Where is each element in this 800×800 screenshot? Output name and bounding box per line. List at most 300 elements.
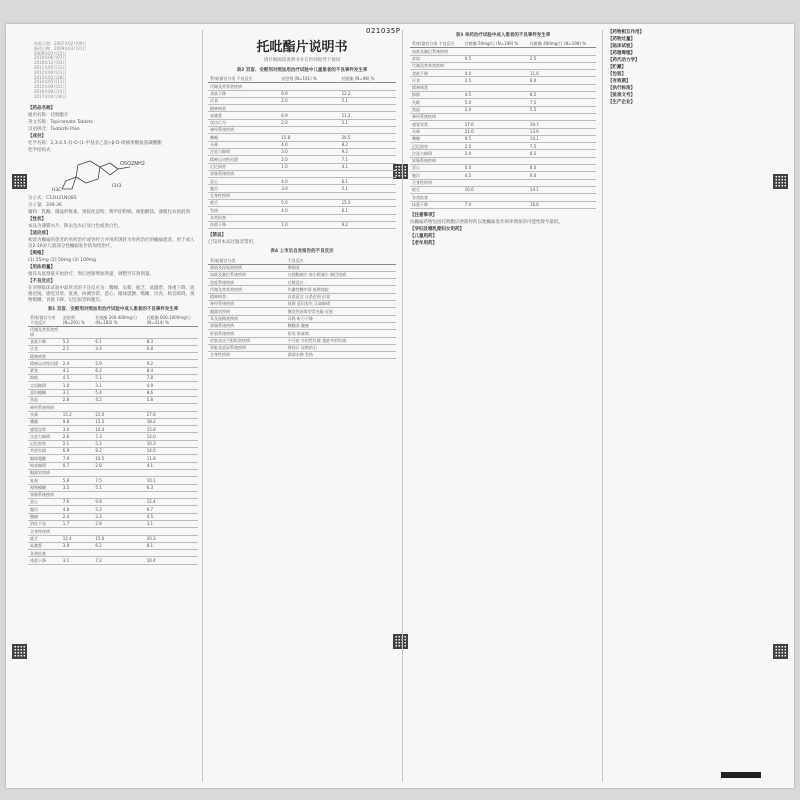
table-cell (528, 157, 596, 164)
table-cell: 7.5 (528, 99, 596, 106)
table-row (410, 106, 596, 113)
column-3 (410, 30, 596, 782)
table-header-cell: 系统/器官分类 不良反应 (410, 41, 463, 48)
section-clinical: 【临床试验】 (608, 44, 635, 49)
table-header-row (28, 315, 198, 327)
table-row (410, 70, 596, 77)
table-row (208, 301, 396, 308)
table-cell: 6.5 (528, 150, 596, 157)
table-cell: 4.9 (145, 382, 198, 389)
table-cell: 皮肤及皮下组织类疾病 (208, 337, 286, 344)
table-cell: 6.1 (340, 207, 396, 214)
revision-dates: 核准日期：2007年02月09日 修改日期：2009年03月21日 2009年07月22日 2010年06月07日 2010年12月03日 2011年05月31日 2012年09月01日 2013年01月28日 2014年05月11日 2015年09月01日 2016年08月15日 2017年04月30日 (34, 41, 87, 99)
table-header-cell: 系统/器官分类 不良反应 (28, 315, 61, 327)
table-cell: 紧张 (28, 367, 61, 374)
table-cell: 易激惹 (28, 542, 61, 549)
table-cell: 2.8 (93, 520, 144, 527)
table-cell: 血液及淋巴系统疾病 (410, 48, 463, 55)
table-cell: 食欲下降 (410, 70, 463, 77)
table-row (208, 322, 396, 329)
molecular-weight: 分子量：339.36 (28, 202, 62, 208)
section-geriatric: 【老年用药】 (410, 240, 437, 246)
table-row (410, 186, 596, 193)
table-cell: 17.6 (463, 121, 528, 128)
table-cell (279, 214, 339, 221)
table-cell: 感觉异常 (28, 426, 61, 433)
svg-text:H3C: H3C (52, 187, 62, 193)
table-cell: 5.2 (93, 506, 144, 513)
table-cell (93, 353, 144, 360)
table-cell (528, 84, 596, 91)
table-row (208, 97, 396, 104)
table-cell: 1.0 (279, 163, 339, 170)
table-row (410, 113, 596, 120)
table-cell (145, 528, 198, 535)
table-row (208, 105, 396, 112)
table-row (208, 163, 396, 170)
table-row (28, 426, 198, 433)
table-cell: 厌食 (28, 345, 61, 352)
table-cell: 8.3 (145, 338, 198, 345)
table-cell: 6.2 (93, 542, 144, 549)
table-cell (61, 326, 94, 338)
section-adverse: 【不良反应】 (28, 278, 55, 284)
table-cell: 4.5 (145, 513, 198, 520)
table-cell: 3.0 (61, 426, 94, 433)
table-cell: 面部水肿 发热 (286, 352, 396, 359)
table-cell (145, 550, 198, 557)
table-cell: 5.2 (93, 440, 144, 447)
table-cell: 6.7 (145, 506, 198, 513)
table-cell: 15.6 (93, 535, 144, 542)
section-pk: 【药代动力学】 (608, 58, 640, 63)
table-cell: 失眠 (410, 99, 463, 106)
qr-code-icon (12, 644, 27, 659)
table-cell: 胃肠系统疾病 (208, 322, 286, 329)
table-row (410, 121, 596, 128)
table-cell: 易激惹 (208, 112, 279, 119)
table-cell: 15.5 (93, 418, 144, 425)
table4-caption: 表4 上市后自发报告的不良反应 (270, 249, 334, 255)
table-row (208, 344, 396, 351)
section-contraindications: 【禁忌】 (208, 233, 226, 239)
table-row (208, 112, 396, 119)
table-cell: 精神运动性迟缓 (28, 360, 61, 367)
table-row (208, 286, 396, 293)
table-cell: 头晕 (410, 128, 463, 135)
table-header-cell: 托吡酯 400mg/日 (N=199) % (528, 41, 596, 48)
table-row (28, 360, 198, 367)
table-cell: 嗜睡 (410, 135, 463, 142)
table-cell: 抑郁 (410, 92, 463, 99)
document-title: 托吡酯片说明书 (256, 40, 348, 55)
table-cell: 14.1 (528, 186, 596, 193)
table-cell: 全身性疾病 (208, 192, 279, 199)
table-row (28, 513, 198, 520)
table2-caption: 表2 双盲、安慰剂对照加用治疗试验中儿童患者的不良事件发生率 (236, 68, 368, 73)
table-cell (528, 62, 596, 69)
table-cell: 过敏反应 (286, 279, 396, 286)
table-cell: 4.5 (463, 172, 528, 179)
table-cell: 10.3 (145, 440, 198, 447)
table-cell: 10.1 (145, 477, 198, 484)
table-cell: 3.5 (61, 484, 94, 491)
table-cell: 精神病类 (208, 293, 286, 300)
table-cell: 15.2 (61, 411, 94, 418)
table-cell: 2.1 (61, 440, 94, 447)
table-header-cell: 托吡酯 200-400mg/日 (N=183) % (93, 315, 144, 327)
table-row (410, 62, 596, 69)
table-cell: 共济失调 (28, 448, 61, 455)
table-cell: 5.1 (340, 97, 396, 104)
table-row (208, 185, 396, 192)
table-cell: 10.4 (93, 426, 144, 433)
table-cell: 5.8 (145, 396, 198, 403)
section-pregnancy: 【孕妇及哺乳期妇女用药】 (410, 226, 464, 232)
table-row (28, 375, 198, 382)
table-cell (93, 326, 144, 338)
table-cell: 眼球震颤 (28, 455, 61, 462)
table-cell: 疲乏 (208, 200, 279, 207)
table-cell: 6.9 (279, 90, 339, 97)
table-cell: 视物模糊 (28, 484, 61, 491)
table-cell: 嗜睡 (28, 418, 61, 425)
table-header-cell: 不良反应 (286, 257, 396, 264)
table-cell: 15.8 (279, 134, 339, 141)
table-cell: 代谢及营养类疾病 (410, 62, 463, 69)
table-cell: 耳及迷路类疾病 (208, 315, 286, 322)
table-row (28, 491, 198, 498)
table-cell: 6.0 (528, 172, 596, 179)
table-cell: 7.9 (61, 455, 94, 462)
table-row (208, 127, 396, 134)
section-drug-name: 【药品名称】 (28, 105, 55, 111)
table-cell: 1.0 (279, 221, 339, 228)
column-4 (608, 30, 768, 782)
table-cell: 注意力障碍 (208, 148, 279, 155)
table-header-row (410, 41, 596, 48)
table-row (410, 194, 596, 201)
table-cell: 厌食 (410, 77, 463, 84)
table-row (28, 345, 198, 352)
table-row (28, 542, 198, 549)
table-cell: 腹泻 (410, 172, 463, 179)
table-row (208, 271, 396, 278)
table-cell: 8.0 (528, 165, 596, 172)
table-row (208, 264, 396, 271)
table-cell: 代谢性酸中毒 低钾血症 (286, 286, 396, 293)
table-row (410, 99, 596, 106)
table-cell: 4.0 (463, 70, 528, 77)
table-cell: 7.6 (61, 499, 94, 506)
pinyin-name: 汉语拼音：Tuobizhi Pian (28, 126, 80, 132)
table-cell: 21.0 (93, 411, 144, 418)
table-row (208, 315, 396, 322)
table-cell: 贫血 (410, 55, 463, 62)
table-cell: 各类检查 (28, 550, 61, 557)
table-cell: 惊厥 意识丧失 认知障碍 (286, 301, 396, 308)
table-cell: 5.8 (61, 477, 94, 484)
table-cell: 12.0 (145, 433, 198, 440)
table-cell (340, 214, 396, 221)
table-cell (463, 84, 528, 91)
table-cell: 7.5 (528, 143, 596, 150)
table-cell: 全身性疾病 (410, 179, 463, 186)
table-cell: 1.7 (61, 520, 94, 527)
table-cell: 腹痛 (28, 513, 61, 520)
table-cell: 7.1 (340, 156, 396, 163)
table-cell: 2.0 (463, 106, 528, 113)
table-cell: 疲乏 (28, 535, 61, 542)
table-cell (61, 404, 94, 411)
table-cell: 疲乏 (410, 186, 463, 193)
table-cell: 少汗症 多形性红斑 重症多形红斑 (286, 337, 396, 344)
table-cell: 2.8 (93, 462, 144, 469)
table-cell: 2.0 (279, 119, 339, 126)
table-row (410, 128, 596, 135)
table-cell: 11.6 (528, 70, 596, 77)
table-cell: 意识模糊 (28, 389, 61, 396)
table-row (208, 330, 396, 337)
section-validity: 【有效期】 (608, 79, 631, 84)
table-row (410, 48, 596, 55)
table-cell: 5.4 (93, 389, 144, 396)
table-cell: 39.7 (528, 121, 596, 128)
table-cell (61, 353, 94, 360)
table-row (410, 92, 596, 99)
table-cell: 4.0 (279, 207, 339, 214)
table-row (410, 55, 596, 62)
table-row (208, 148, 396, 155)
table-cell: 9.2 (340, 221, 396, 228)
table-row (410, 165, 596, 172)
table-cell: 6.0 (528, 77, 596, 84)
table-cell: 10.6 (463, 186, 528, 193)
table-cell: 12.4 (61, 535, 94, 542)
contraindications-text: 已知对本品过敏者禁用。 (208, 240, 258, 246)
table-cell: 体重下降 (410, 201, 463, 208)
table-cell: 7.2 (93, 557, 144, 564)
table-cell: 3.1 (145, 520, 198, 527)
chemical-structure-diagram (48, 157, 145, 193)
table-cell: 10.4 (145, 557, 198, 564)
table-cell: 感染及侵染类疾病 (208, 264, 286, 271)
table-cell: 胃肠系统疾病 (28, 491, 61, 498)
table-row (208, 293, 396, 300)
table-row (28, 469, 198, 476)
table-row (28, 326, 198, 338)
column-2 (208, 30, 396, 782)
table-cell (93, 469, 144, 476)
qr-code-icon (773, 174, 788, 189)
table-cell (61, 491, 94, 498)
dosage-text: 推荐从低剂量开始治疗，然后逐渐增加剂量，调整至有效剂量。 (28, 271, 154, 277)
section-ingredients: 【成份】 (28, 133, 46, 139)
section-package: 【包装】 (608, 72, 626, 77)
table-cell: 2.6 (61, 433, 94, 440)
indications-text: 初诊为癫痫的患者的单药治疗或曾经合并用药现转为单药治疗的癫痫患者。用于成人及2-16岁儿童部分性癫痫发作的加用治疗。 (28, 237, 195, 249)
table-cell: 3.2 (93, 513, 144, 520)
section-pharmacology: 【药理毒理】 (608, 51, 635, 56)
table-cell: 11.8 (145, 455, 198, 462)
table-cell (528, 113, 596, 120)
table-cell: 代谢及营养类疾病 (208, 83, 279, 90)
table-cell: 肾结石 尿路结石 (286, 344, 396, 351)
table-row (28, 462, 198, 469)
table-cell: 5.1 (340, 185, 396, 192)
table-cell: 眼器官疾病 (28, 469, 61, 476)
table-row (28, 389, 198, 396)
table-cell: 6.0 (463, 165, 528, 172)
table-cell (340, 83, 396, 90)
chemical-name: 化学名称：2,3:4,5-双-O-(1-甲基亚乙基)-β-D-吡喃果糖氨基磺酸酯 (28, 140, 162, 146)
table-cell: 头晕 (208, 141, 279, 148)
table-cell (61, 550, 94, 557)
document-subtitle: 请仔细阅读说明书并在医师指导下使用 (263, 58, 341, 63)
table-cell: 4.5 (61, 375, 94, 382)
table-row (28, 535, 198, 542)
table-cell: 5.1 (93, 484, 144, 491)
table-cell (528, 194, 596, 201)
table-cell: 10.1 (528, 135, 596, 142)
table-cell: 血液及淋巴系统疾病 (208, 271, 286, 278)
table-cell: 2.0 (463, 150, 528, 157)
table-row (410, 172, 596, 179)
table-cell: 4.1 (340, 163, 396, 170)
svg-text:CH3: CH3 (112, 183, 122, 189)
table-cell: 神经系统疾病 (208, 127, 279, 134)
table-row (208, 214, 396, 221)
table-cell: 2.1 (61, 345, 94, 352)
qr-code-icon (773, 644, 788, 659)
table-cell (145, 491, 198, 498)
table-cell: 5.1 (93, 375, 144, 382)
table-cell: 各类检查 (410, 194, 463, 201)
table-row (28, 411, 198, 418)
table-cell: 5.0 (463, 99, 528, 106)
table-cell: 9.2 (93, 448, 144, 455)
section-indications: 【适应症】 (28, 230, 51, 236)
table-cell: 14.0 (145, 448, 198, 455)
table-cell: 11.6 (463, 128, 528, 135)
table-row (208, 200, 396, 207)
excipients: 辅料：乳糖、微晶纤维素、预胶化淀粉、羧甲淀粉钠、硬脂酸镁、薄膜包衣预混剂 (28, 209, 190, 215)
table-row (208, 221, 396, 228)
table-row (28, 433, 198, 440)
table-cell: 眼器官疾病 (208, 308, 286, 315)
table-cell: 恶心 (208, 178, 279, 185)
structure-drawing (48, 157, 145, 193)
table-cell: 27.6 (145, 411, 198, 418)
table-cell: 8.2 (340, 141, 396, 148)
table-cell (463, 157, 528, 164)
table-row (28, 338, 198, 345)
table-row (208, 308, 396, 315)
leaflet-sheet (6, 24, 794, 788)
table-cell (93, 550, 144, 557)
generic-name: 通用名称：托吡酯片 (28, 112, 69, 118)
table-cell: 厌食 (208, 97, 279, 104)
table-cell: 8.4 (145, 367, 198, 374)
table-cell: 恶心 (410, 165, 463, 172)
table-row (208, 337, 396, 344)
table1-caption: 表1 双盲、安慰剂对照加用治疗试验中成人患者的不良事件发生率 (47, 306, 179, 312)
table-cell: 9.8 (61, 418, 94, 425)
table-row (208, 178, 396, 185)
table-cell (528, 48, 596, 55)
table-cell: 3.4 (93, 345, 144, 352)
table-row (28, 557, 198, 564)
table-cell: 自杀意念 自杀企图 幻觉 (286, 293, 396, 300)
table-cell: 6.2 (93, 367, 144, 374)
table-cell: 10.5 (93, 455, 144, 462)
table-cell: 8.1 (145, 542, 198, 549)
table-cell (61, 528, 94, 535)
table-cell: 精神病类 (208, 105, 279, 112)
table-cell: 头晕 (28, 411, 61, 418)
table-row (28, 382, 198, 389)
table-cell: 7.0 (463, 201, 528, 208)
column-1 (28, 30, 198, 782)
table-cell: 焦虑 (410, 106, 463, 113)
postmarketing-adverse-table (208, 257, 396, 359)
table-row (28, 367, 198, 374)
table-cell: 2.0 (279, 156, 339, 163)
precautions-text: 抗癫痫药物包括托吡酯应逐渐停药以使癫痫发作频率增加的可能性降至最低。 (410, 219, 563, 225)
table-cell: 8.5 (528, 92, 596, 99)
table-cell: 4.5 (463, 92, 528, 99)
table-cell: 12.2 (340, 90, 396, 97)
table-cell (463, 113, 528, 120)
table-cell: 4.0 (279, 178, 339, 185)
table-cell: 胃肠系统疾病 (208, 170, 279, 177)
table-header-cell: 系统/器官分类 不良反应 (208, 76, 279, 83)
table-cell (340, 192, 396, 199)
table-cell: 13.6 (528, 128, 596, 135)
table-cell: 发热 (208, 207, 279, 214)
table-cell: 2.4 (61, 360, 94, 367)
section-storage: 【贮藏】 (608, 65, 626, 70)
svg-text:OSO2NH2: OSO2NH2 (120, 160, 145, 167)
table-cell: 2.0 (279, 97, 339, 104)
table3-caption: 表3 单药治疗试验中成人患者的不良事件发生率 (455, 33, 551, 38)
section-overdose: 【药物过量】 (608, 37, 635, 42)
table-cell: 言语障碍 (28, 382, 61, 389)
table-cell: 3.1 (93, 382, 144, 389)
table-cell: 体重下降 (208, 221, 279, 228)
table-cell (279, 105, 339, 112)
table-cell: 各类检查 (208, 214, 279, 221)
table-cell: 记忆损害 (410, 143, 463, 150)
table-cell (145, 404, 198, 411)
table-cell: 胃肠系统疾病 (410, 157, 463, 164)
table-cell (340, 170, 396, 177)
table-cell (93, 491, 144, 498)
table-cell (463, 62, 528, 69)
table-cell: 6.8 (145, 345, 198, 352)
section-pediatric: 【儿童用药】 (410, 233, 437, 239)
table-cell: 神经系统疾病 (208, 301, 286, 308)
table-cell: 3.0 (279, 148, 339, 155)
table-row (28, 520, 198, 527)
section-interaction: 【药物相互作用】 (608, 30, 644, 35)
table-cell: 9.2 (145, 360, 198, 367)
section-properties: 【性状】 (28, 216, 46, 222)
table-row (28, 396, 198, 403)
adverse-text: 在对照临床试验中最常见的不良反应为：嗜睡、头晕、疲乏、易激惹、体重下降、思维迟钝、感觉异常、复视、协调异常、恶心、眼球震颤、嗜睡、厌食、构音障碍、视物模糊、食欲下降、记忆损害和腹泻。 (28, 285, 195, 303)
table-cell: 焦虑 (28, 396, 61, 403)
table-row (410, 201, 596, 208)
